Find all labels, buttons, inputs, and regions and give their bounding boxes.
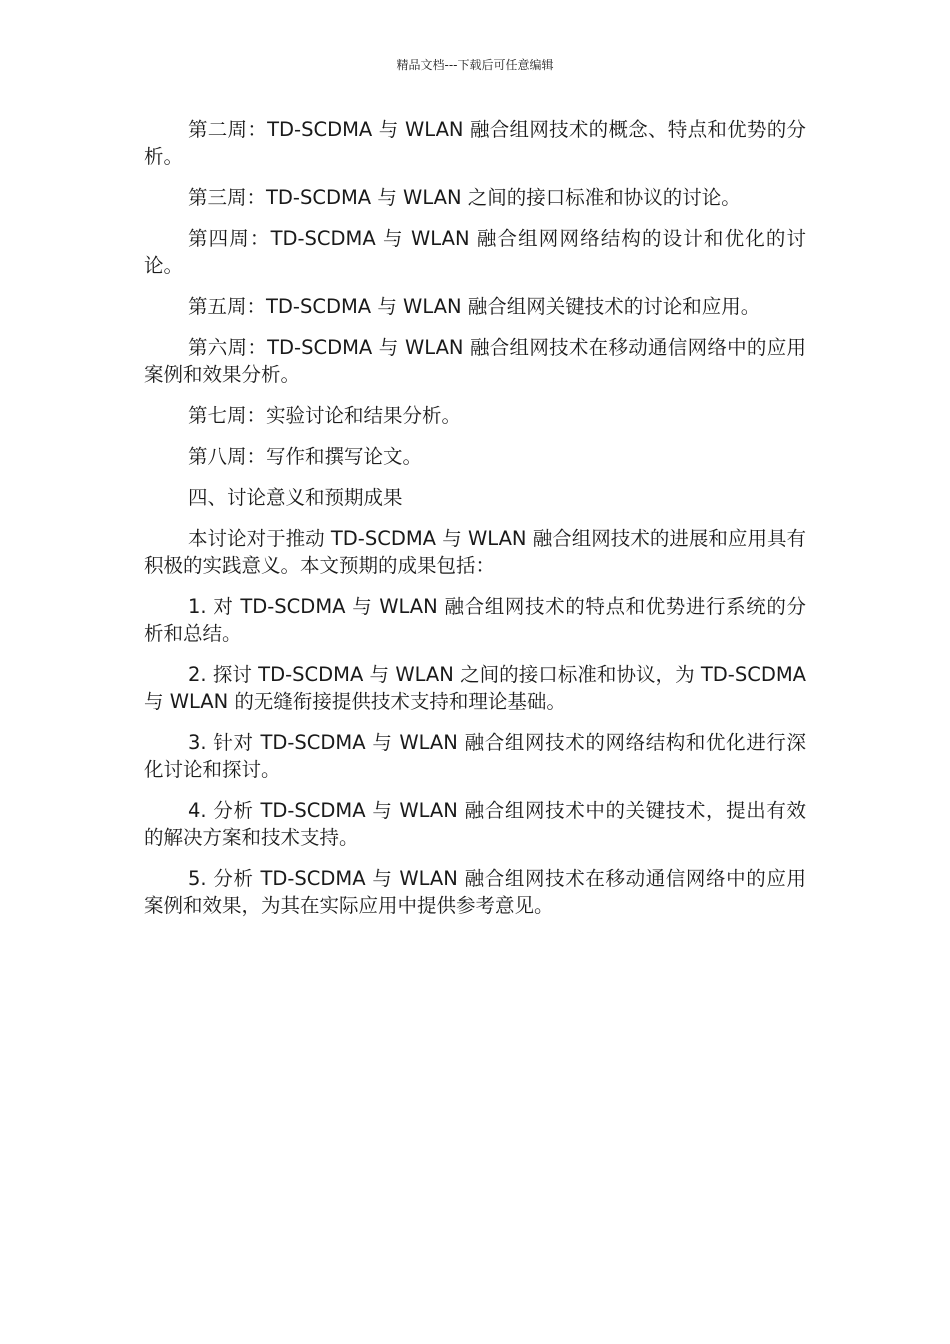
list-item-outcome-1: 1. 对 TD-SCDMA 与 WLAN 融合组网技术的特点和优势进行系统的分析和总结。 (144, 595, 806, 645)
section-heading: 四、讨论意义和预期成果 (188, 486, 403, 509)
paragraph-week-7: 第七周：实验讨论和结果分析。 (188, 404, 462, 427)
document-body (144, 116, 806, 933)
paragraph-week-5: 第五周：TD-SCDMA 与 WLAN 融合组网关键技术的讨论和应用。 (188, 295, 761, 318)
list-item-outcome-4: 4. 分析 TD-SCDMA 与 WLAN 融合组网技术中的关键技术，提出有效的解决方案和技术支持。 (144, 799, 806, 849)
list-item-outcome-3: 3. 针对 TD-SCDMA 与 WLAN 融合组网技术的网络结构和优化进行深化讨论和探讨。 (144, 731, 806, 781)
paragraph-significance: 本讨论对于推动 TD-SCDMA 与 WLAN 融合组网技术的进展和应用具有积极的实践意义。本文预期的成果包括： (144, 527, 806, 577)
paragraph-week-3: 第三周：TD-SCDMA 与 WLAN 之间的接口标准和协议的讨论。 (188, 186, 741, 209)
paragraph-week-8: 第八周：写作和撰写论文。 (188, 445, 423, 468)
paragraph-week-2: 第二周：TD-SCDMA 与 WLAN 融合组网技术的概念、特点和优势的分析。 (144, 118, 806, 168)
paragraph-week-6: 第六周：TD-SCDMA 与 WLAN 融合组网技术在移动通信网络中的应用案例和效果分析。 (144, 336, 806, 386)
page-header: 精品文档---下载后可任意编辑 (396, 58, 554, 72)
list-item-outcome-5: 5. 分析 TD-SCDMA 与 WLAN 融合组网技术在移动通信网络中的应用案例和效果，为其在实际应用中提供参考意见。 (144, 867, 806, 917)
paragraph-week-4: 第四周：TD-SCDMA 与 WLAN 融合组网网络结构的设计和优化的讨论。 (144, 227, 806, 277)
list-item-outcome-2: 2. 探讨 TD-SCDMA 与 WLAN 之间的接口标准和协议，为 TD-SCDMA 与 WLAN 的无缝衔接提供技术支持和理论基础。 (144, 663, 806, 713)
